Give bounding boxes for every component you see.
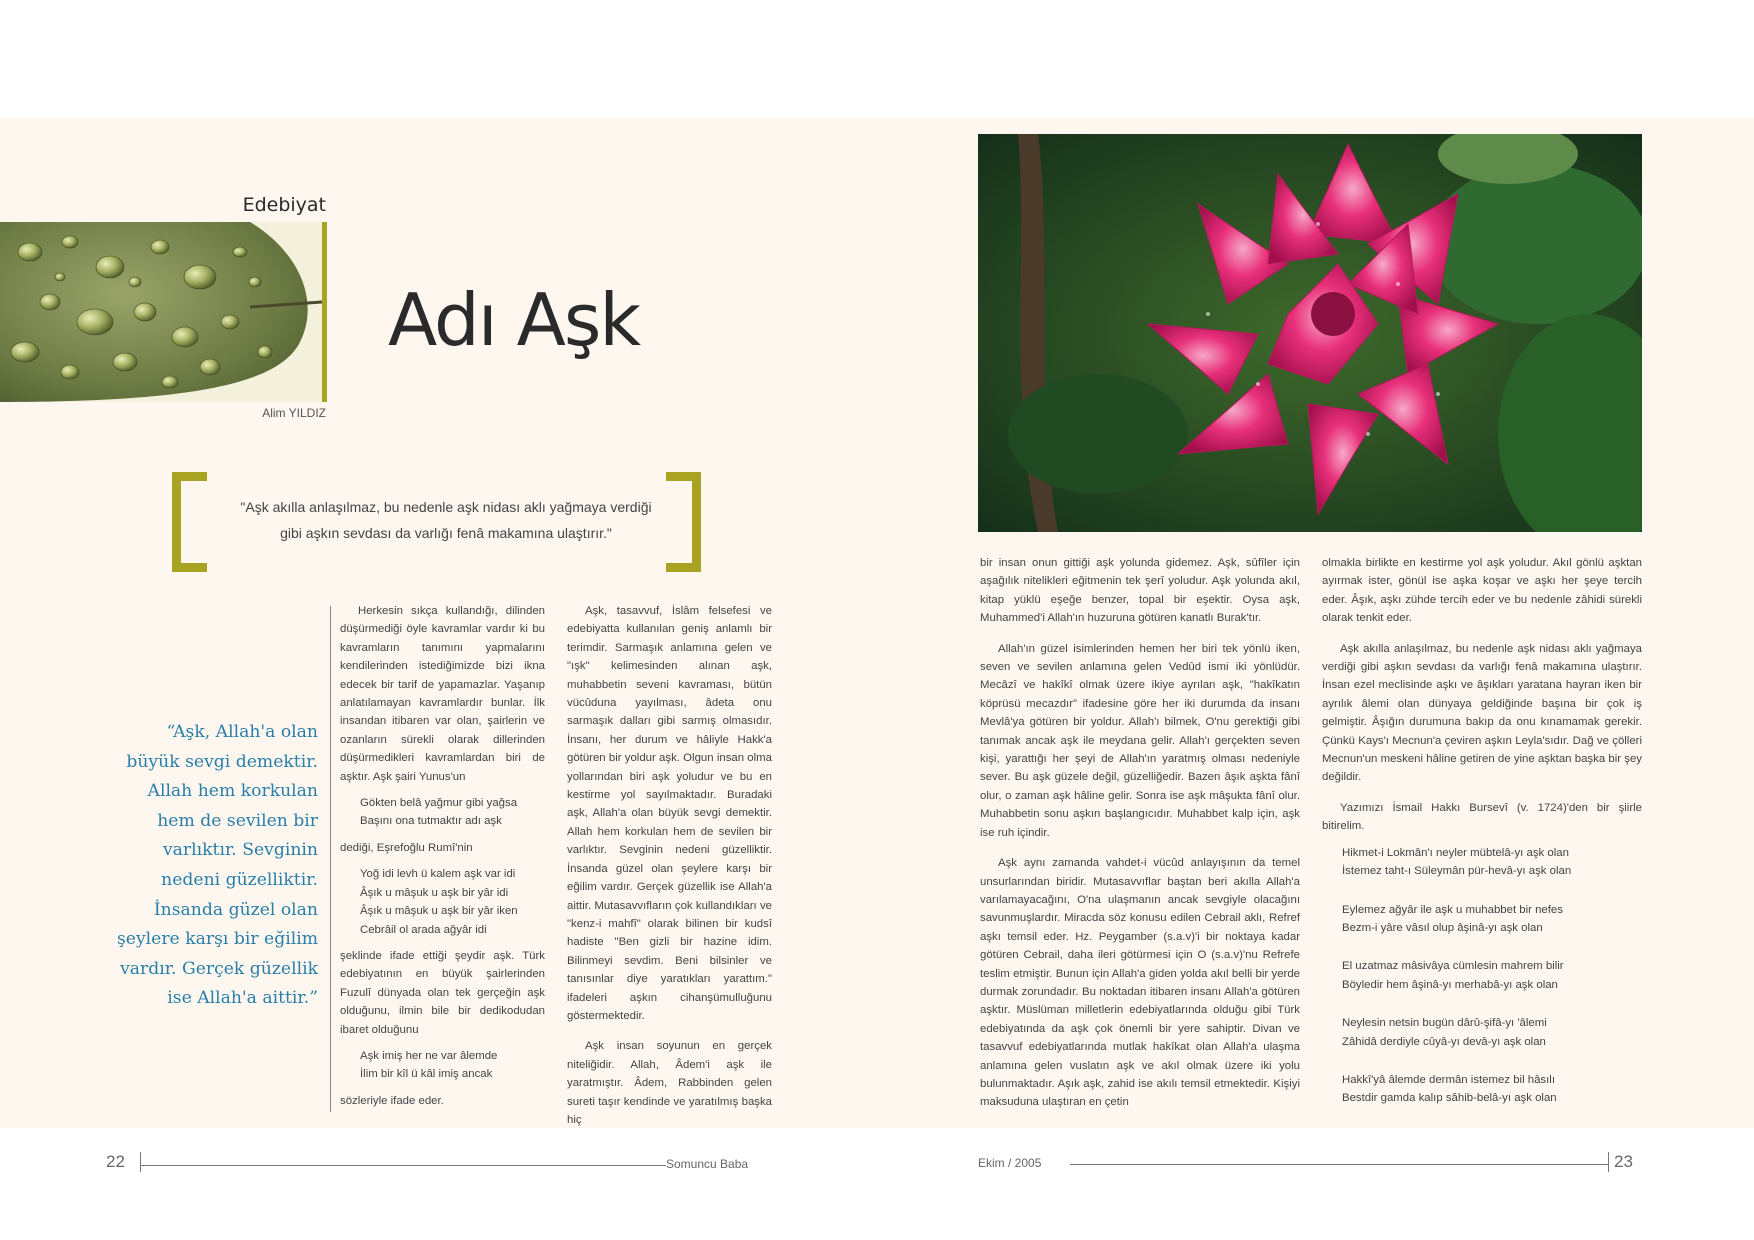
magazine-name: Somuncu Baba [666, 1157, 749, 1171]
footer-tick [1608, 1152, 1609, 1172]
paragraph: şeklinde ifade ettiği şeydir aşk. Türk edebiyatının en büyük şairlerinden Fuzulî dünyada olan tek gerçeğin aşk olduğunu, ilmin bile bir dedikodudan ibaret olduğunu [340, 949, 545, 1036]
verse-line: Başını ona tutmaktır adı aşk [360, 815, 502, 828]
verse [340, 1047, 545, 1084]
poem-line: Bestdir gamda kalıp sâhib-belâ-yı aşk olan [1342, 1092, 1557, 1105]
pull-quote: “Aşk, Allah'a olan büyük sevgi demektir. Allah hem korkulan hem de sevilen bir varlıktır. Sevginin nedeni güzelliktir. İnsanda güzel olan şeylere karşı bir eğilim vardır. Gerçek güzellik ise Allah'a aittir.” [116, 722, 318, 1009]
verse-line: Cebrâil ol arada ağyâr idi [360, 923, 487, 936]
paragraph: Herkesin sıkça kullandığı, dilinden düşürmediği öyle kavramlar vardır ki bu kavramların tanımını yapmalarını kendilerinden istediğimizde bizi ikna edecek bir tarif de yapamazlar. Yaşanıp anlatılamayan kavramlardır bunlar. İlk insandan itibaren var olan, şairlerin ve ozanların sürekli olarak dillerinden düşürmedikleri kavramlardan biri de aşktır. Aşk şairi Yunus'un [340, 605, 545, 783]
leaf-water-drops-image [0, 222, 327, 402]
poem-line: Böyledir hem âşinâ-yı merhabâ-yı aşk olan [1342, 978, 1558, 991]
right-page-number: 23 [1614, 1152, 1633, 1171]
paragraph: Aşk aynı zamanda vahdet-i vücûd anlayışının da temel unsurlarından biridir. Mutasavvıflar baştan beri akılla Allah'a varılamayacağını, O'na ulaşmanın ancak sevgiyle olacağını savunmuşlardır. Miracda söz konusu edilen Cebrail aklı, Refref aşkı temsil eder. Hz. Peygamber (s.a.v)'i bir noktaya kadar götüren Cebrail, daha ileri götürmesi için O (s.a.v)'nu Refrefe teslim etmiştir. Bunun için Allah'a giden yolda akıl belli bir yerde durmak zorundadır. Bu noktadan itibaren insanı Allah'a götüren aşktır. Müslüman milletlerin edebiyatlarında olduğu gibi Türk edebiyatında da aşk çok önemli bir yere sahiptir. Divan ve tasavvuf edebiyatlarında mutlak hakîkat olan Allah'a ulaşma anlamına gelen vuslatın aşk ve akıl olmak üzere iki yolu bulunmaktadır. Aşık aşk, zahid ise akılı temsil etmektedir. Kişiyi maksuduna ulaştıran en çetin [980, 857, 1300, 1109]
text-column-2 [567, 602, 772, 1129]
author-name: Alim YILDIZ [262, 406, 326, 420]
verse-line: Gökten belâ yağmur gibi yağsa [360, 797, 518, 810]
paragraph: dediği, Eşrefoğlu Rumî'nin [340, 841, 473, 854]
poem [1322, 844, 1642, 1108]
verse [340, 794, 545, 831]
paragraph: sözleriyle ifade eder. [340, 1094, 444, 1107]
footer-rule [1070, 1164, 1608, 1165]
text-column-4 [1322, 554, 1642, 1116]
paragraph: bir insan onun gittiği aşk yolunda gidemez. Aşk, sûfîler için aşağılık nitelikleri eğitmenin tek şerî yoludur. Aşk yolunda akıl, kitap yüklü eşeğe benzer, topal bir eşektir. Oysa aşk, Muhammed'i Allah'ın huzuruna götüren kanatlı Burak'tır. [980, 557, 1300, 625]
poem-line: Zâhidâ derdiyle cûyâ-yı devâ-yı aşk olan [1342, 1035, 1546, 1048]
text-column-3 [980, 554, 1300, 1112]
article-title: Adı Aşk [388, 278, 640, 362]
poem-line: El uzatmaz mâsivâya cümlesin mahrem bilir [1342, 960, 1564, 973]
footer-rule [140, 1165, 666, 1166]
verse-line: İlim bir kîl ü kâl imiş ancak [360, 1068, 493, 1081]
left-page-number: 22 [106, 1152, 125, 1171]
paragraph: Aşk akılla anlaşılmaz, bu nedenle aşk nidası aklı yağmaya verdiği gibi aşkın sevdası da varlığı fenâ makamına ulaştırır. İnsan ezel meclisinde aşkı ve âşıkları yaratana hayran iken bir ayrılık âlemi olan dünyaya geldiğinde başına bir çok iş gelmiştir. Âşığın durumuna bakıp da onu kınamamak gerekir. Çünkü Kays'ı Mecnun'a çeviren aşkın Leyla'sıdır. Dağ ve çölleri Mecnun'un meskeni hâline getiren de yine aşktan başka bir şey değildir. [1322, 642, 1642, 784]
paragraph: olmakla birlikte en kestirme yol aşk yoludur. Akıl gönlü aşktan ayırmak ister, gönül ise aşka koşar ve aşkı her şeye tercih eder. Âşık, aşkı zühde tercih eder ve bu nedenle zâhidi sürekli olarak tenkit eder. [1322, 557, 1642, 625]
poem-line: Hakkî'yâ âlemde dermân istemez bil hâsılı [1342, 1073, 1555, 1086]
poem-line: Eylemez ağyâr ile aşk u muhabbet bir nefes [1342, 903, 1563, 916]
text-column-1 [340, 602, 545, 1110]
highlight-quote: "Aşk akılla anlaşılmaz, bu nedenle aşk nidası aklı yağmaya verdiği gibi aşkın sevdası da varlığı fenâ makamına ulaştırır." [240, 499, 652, 541]
paragraph: Aşk insan soyunun en gerçek niteliğidir. Allah, Âdem'i aşk ile yaratmıştır. Âdem, Rabbinden gelen sureti taşır kendinde ve yaratılmış başka hiç [567, 1040, 772, 1126]
right-bracket-ornament [666, 472, 701, 572]
poem-line: Hikmet-i Lokmân'ı neyler mübtelâ-yı aşk olan [1342, 846, 1569, 859]
verse-line: Âşık u mâşuk u aşk bir yâr idi [360, 886, 509, 899]
issue-date: Ekim / 2005 [978, 1156, 1042, 1170]
poem-line: Bezm-i yâre vâsıl olup âşinâ-yı aşk olan [1342, 921, 1543, 934]
section-label: Edebiyat [242, 194, 326, 216]
verse-line: Yoğ idi levh ü kalem aşk var idi [360, 868, 516, 881]
pink-rose-photo [978, 134, 1642, 532]
paragraph: Yazımızı İsmail Hakkı Bursevî (v. 1724)'den bir şiirle bitirelim. [1322, 801, 1642, 833]
paragraph: Allah'ın güzel isimlerinden hemen her biri tek yönlü iken, seven ve sevilen anlamına gelen Vedûd ismi iki yönlüdür. Mecâzî ve hakîkî olmak üzere ikiye ayrılan aşk, "hakîkatın köprüsü mecazdır" ifadesine göre her iki durumda da insanı Mevlâ'ya götüren bir yoldur. Allah'ı bilmek, O'nu gerektiği gibi tanımak ancak aşk ile meydana gelir. Allah'ı gerçekten seven kişi, yarattığı her şeyi de Allah'ın yaratmış olması nedeniyle sever. Bu aşk güzele değil, güzelliğedir. Bazen âşık aşkta fânî olur, o zaman aşk hâline gelir. Sonra ise aşk mâşukta fânî olur. Muhabbetin sonu aşkın başlangıcıdır. Muhabbet kalp için, aşk ise ruh içindir. [980, 642, 1300, 839]
poem-line: İstemez taht-ı Süleymân pür-hevâ-yı aşk olan [1342, 865, 1572, 878]
verse [340, 865, 545, 939]
column-divider [330, 606, 331, 1112]
left-bracket-ornament [172, 472, 207, 572]
verse-line: Âşık u mâşuk u aşk bir yâr iken [360, 905, 518, 918]
footer-tick [140, 1152, 141, 1172]
paragraph: Aşk, tasavvuf, İslâm felsefesi ve edebiyatta kullanılan geniş anlamlı bir terimdir. Sarmaşık anlamına gelen ve "ışk" kelimesinden alınan aşk, muhabbetin seveni kavraması, bütün vücûduna yayılması, âdeta onu sarmaşık dalları gibi sarmış olmasıdır. İnsanı, her durum ve hâliyle Hakk'a götüren bir yoldur aşk. Olgun insan olma yollarından biri aşk yoludur ve bu en kestirme yol sayılmaktadır. Buradaki aşk, Allah'a olan büyük sevgi demektir. Allah hem korkulan hem de sevilen bir varlıktır. Sevginin nedeni güzelliktir. İnsanda güzel olan şeylere karşı bir eğilim vardır. Gerçek güzellik ise Allah'a aittir. Mutasavvıfların çok kullandıkları ve "kenz-i mahfî" olarak bilinen bir kudsî hadiste "Ben gizli bir hazine idim. Bilinmeyi sevdim. Beni bilsinler ve tanısınlar diye yaratıkları yarattım." ifadeleri aşkın cihanşümulluğunu göstermektedir. [567, 605, 772, 1022]
verse-line: Aşk imiş her ne var âlemde [360, 1049, 498, 1062]
poem-line: Neylesin netsin bugün dârû-şifâ-yı 'âlemi [1342, 1017, 1547, 1030]
